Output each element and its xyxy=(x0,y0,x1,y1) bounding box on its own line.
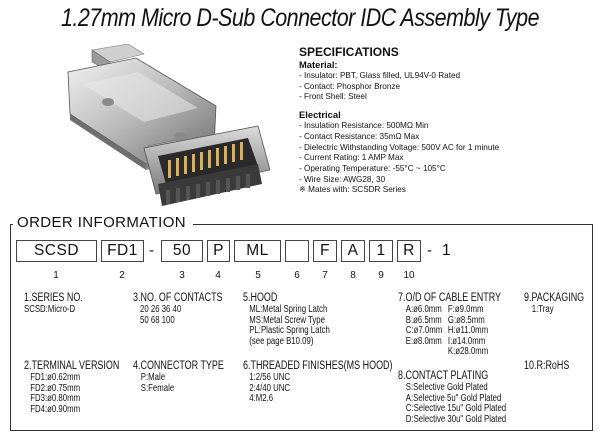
terminal-option: FD3:ø0.80mm xyxy=(30,393,81,404)
code-index: 2 xyxy=(119,270,125,281)
threaded-option: 4:M2.6 xyxy=(249,393,274,404)
specifications-heading: SPECIFICATIONS xyxy=(299,45,399,59)
packaging-section xyxy=(524,292,584,316)
contacts-title: 3.NO. OF CONTACTS xyxy=(133,292,223,304)
packaging-title: 9.PACKAGING xyxy=(524,292,585,304)
plating-option: S:Selective Gold Plated xyxy=(405,382,488,393)
material-line: - Insulator: PBT, Glass filled, UL94V-0 Rated xyxy=(299,71,461,80)
order-information-heading: ORDER INFORMATION xyxy=(14,214,189,231)
material-heading: Material: xyxy=(299,59,338,70)
cable-entry-title: 7.O/D OF CABLE ENTRY xyxy=(398,292,502,304)
specifications-block xyxy=(299,45,499,196)
rohs-title: 10.R:RoHS xyxy=(524,360,570,372)
cable-entry-option: A:ø6.0mm xyxy=(405,304,442,315)
rohs-section xyxy=(524,360,569,373)
code-index: 5 xyxy=(255,270,261,281)
hood-note: (see page B10.09) xyxy=(249,335,314,347)
code-index: 4 xyxy=(215,270,221,281)
page-title: 1.27mm Micro D-Sub Connector IDC Assembly Type xyxy=(60,4,540,32)
terminal-option: FD2:ø0.75mm xyxy=(30,382,81,394)
code-box-packaging: 1 xyxy=(369,240,393,262)
code-dash: - xyxy=(427,242,432,259)
code-box-threaded xyxy=(285,240,309,262)
cable-entry-option: G:ø8.5mm xyxy=(447,314,485,326)
cable-entry-option: I:ø14.0mm xyxy=(447,335,486,347)
code-box-cable-entry: A xyxy=(341,240,365,262)
plating-option: D:Selective 30u" Gold Plated xyxy=(405,413,507,425)
cable-entry-option: F:ø9.0mm xyxy=(447,304,484,315)
series-section xyxy=(24,292,83,316)
cable-entry-option: B:ø6.5mm xyxy=(405,314,442,326)
electrical-line: - Insulation Resistance: 500MΩ Min xyxy=(299,121,429,131)
code-index: 8 xyxy=(350,270,356,281)
connector-option: S:Female xyxy=(140,382,175,394)
code-index: 6 xyxy=(294,270,300,281)
code-index: 10 xyxy=(403,270,415,281)
cable-entry-option: E:ø8.0mm xyxy=(405,335,442,347)
code-index: 9 xyxy=(378,270,384,281)
connector-title: 4.CONNECTOR TYPE xyxy=(133,360,224,372)
electrical-line: - Current Rating: 1 AMP Max xyxy=(299,153,404,163)
code-box-series: SCSD xyxy=(16,240,97,262)
code-dash: - xyxy=(149,242,154,259)
plating-title: 8.CONTACT PLATING xyxy=(398,370,489,382)
code-suffix: 1 xyxy=(442,242,451,259)
plating-section xyxy=(398,370,506,425)
cable-entry-option: C:ø7.0mm xyxy=(405,325,443,336)
contacts-section xyxy=(133,292,223,326)
contacts-option: 20 26 36 40 xyxy=(140,304,182,315)
code-index: 1 xyxy=(53,270,59,281)
terminal-option: FD4:ø0.90mm xyxy=(30,403,81,415)
series-option: SCSD:Micro-D xyxy=(24,304,76,315)
mates-note: ※ Mates with: SCSDR Series xyxy=(299,185,406,195)
code-index: 7 xyxy=(322,270,328,281)
code-box-terminal: FD1 xyxy=(101,240,144,262)
code-box-connector: P xyxy=(207,240,230,262)
contacts-option: 50 68 100 xyxy=(140,314,175,326)
code-box-plating: F xyxy=(313,240,337,262)
cable-entry-option: H:ø11.0mm xyxy=(447,325,489,336)
electrical-line: - Operating Temperature: -55°C ~ 105°C xyxy=(299,163,446,173)
threaded-option: 1:2/56 UNC xyxy=(249,372,290,383)
hood-option: PL:Plastic Spring Latch xyxy=(249,325,330,336)
electrical-line: - Contact Resistance: 35mΩ Max xyxy=(299,131,420,141)
hood-option: ML:Metal Spring Latch xyxy=(249,304,328,315)
connector-section xyxy=(133,360,224,394)
plating-option: A:Selective 5u" Gold Plated xyxy=(405,392,502,404)
code-box-hood: ML xyxy=(234,240,281,262)
terminal-option: FD1:ø0.62mm xyxy=(30,372,81,383)
electrical-line: - Dielectric Withstanding Voltage: 500V AC for 1 minute xyxy=(299,142,500,152)
terminal-title: 2.TERMINAL VERSION xyxy=(24,360,120,372)
threaded-option: 2:4/40 UNC xyxy=(249,382,290,394)
plating-option: C:Selective 15u" Gold Plated xyxy=(405,403,507,414)
packaging-option: 1:Tray xyxy=(531,304,554,315)
electrical-heading: Electrical xyxy=(299,109,341,121)
material-line: - Contact: Phosphor Bronze xyxy=(299,81,401,91)
cable-entry-option: K:ø28.0mm xyxy=(447,346,489,357)
hood-title: 5.HOOD xyxy=(243,292,278,304)
threaded-section xyxy=(243,360,393,405)
connector-assembly-photo xyxy=(48,44,278,209)
code-box-rohs: R xyxy=(397,240,421,262)
hood-option: MS:Metal Screw Type xyxy=(249,314,325,326)
code-index: 3 xyxy=(179,270,185,281)
code-box-contacts: 50 xyxy=(161,240,203,262)
hood-section xyxy=(243,292,330,347)
terminal-section xyxy=(24,360,119,415)
cable-entry-section xyxy=(398,292,501,358)
connector-option: P:Male xyxy=(140,372,166,383)
threaded-title: 6.THREADED FINISHES(MS HOOD) xyxy=(243,360,393,372)
electrical-line: - Wire Size: AWG28, 30 xyxy=(299,174,386,184)
material-line: - Front Shell: Steel xyxy=(299,92,367,102)
series-title: 1.SERIES NO. xyxy=(24,292,83,304)
